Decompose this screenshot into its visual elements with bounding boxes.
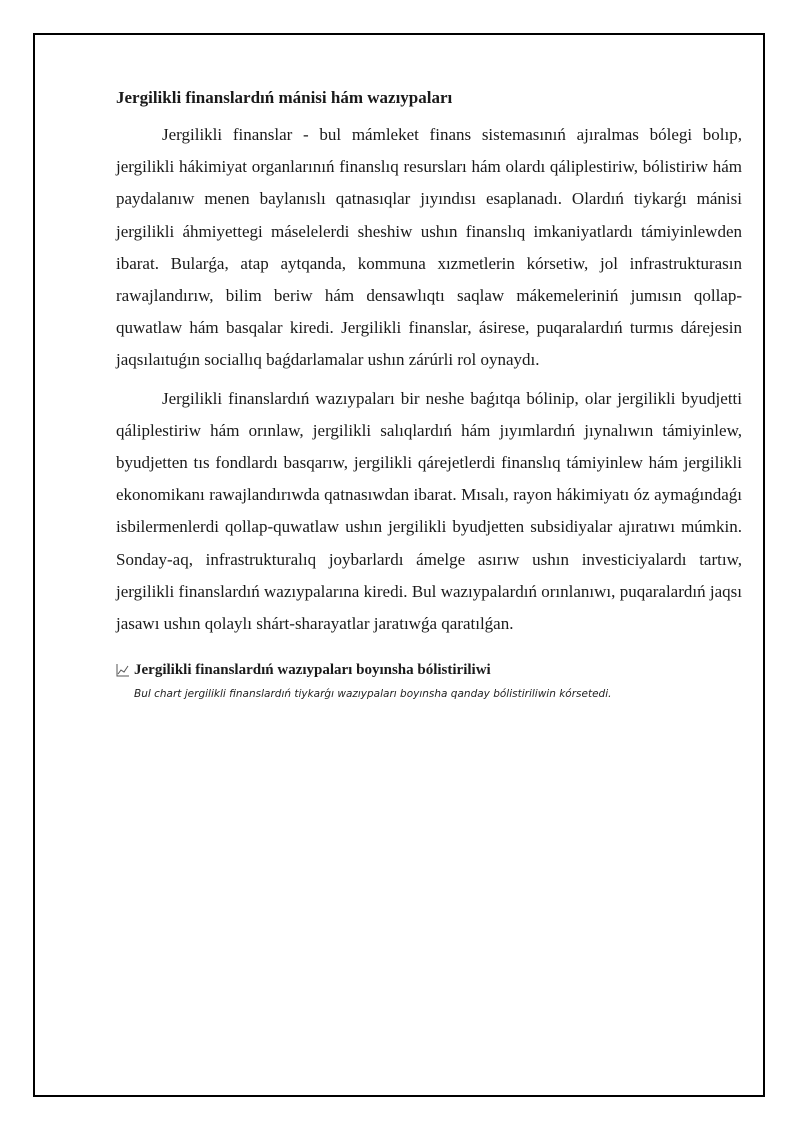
paragraph-1: Jergilikli finanslar - bul mámleket finans sistemasınıń ajıralmas bólegi bolıp, jergilikli hákimiyat organlarınıń finanslıq resursları hám olardı qáliplestiriw, bólistiriw hám paydalanıw menen baylanıslı qatnasıqlar jıyındısı esaplanadı. Olardıń tiykarǵı mánisi jergilikli áhmiyettegi máselelerdi sheshiw ushın finanslıq imkaniyatlardı támiyinlewden ibarat. Bularǵa, atap aytqanda, kommuna xızmetlerin kórsetiw, jol infrastrukturasın rawajlandırıw, bilim beriw hám densawlıqtı saqlaw mákemeleriniń jumısın qollap-quwatlaw hám basqalar kiredi. Jergilikli finanslar, ásirese, puqaralardıń turmıs dárejesin jaqsılaıtuǵın sociallıq baǵdarlamalar ushın zárúrli rol oynaydı. [116,125,742,370]
chart-line-icon [116,663,130,677]
paragraph-2: Jergilikli finanslardıń wazıypaları bir neshe baǵıtqa bólinip, olar jergilikli byudjetti qáliplestiriw hám orınlaw, jergilikli salıqlardıń hám jıyımlardıń jıynalıwın támiyinlew, byudjetten tıs fondlardı basqarıw, jergilikli qárejetlerdi finanslıq támiyinlew hám jergilikli ekonomikanı rawajlandırıwda qatnasıwdan ibarat. Mısalı, rayon hákimiyatı óz aymaǵındaǵı isbilermenlerdi qollap-quwatlaw ushın jergilikli byudjetten subsidiyalar ajıratıwı múmkin. Sonday-aq, infrastrukturalıq joybarlardı ámelge asırıw ushın investiciyalardı tartıw, jergilikli finanslardıń wazıypalarına kiredi. Bul wazıypalardıń orınlanıwı, puqaralardıń jaqsı jasawı ushın qolaylı shárt-sharayatlar jaratıwǵa qaratılǵan. [116,388,742,634]
chart-title-row [116,660,742,680]
chart-title: Jergilikli finanslardıń wazıypaları boyınsha bólistiriliwi [134,662,491,679]
chart-reference [116,660,742,702]
document-body [116,86,742,702]
section-heading: Jergilikli finanslardıń mánisi hám wazıypaları [116,88,453,107]
chart-caption: Bul chart jergilikli finanslardıń tiykarǵı wazıypaları boyınsha qanday bólistiriliwin kórsetedi. [134,688,612,701]
